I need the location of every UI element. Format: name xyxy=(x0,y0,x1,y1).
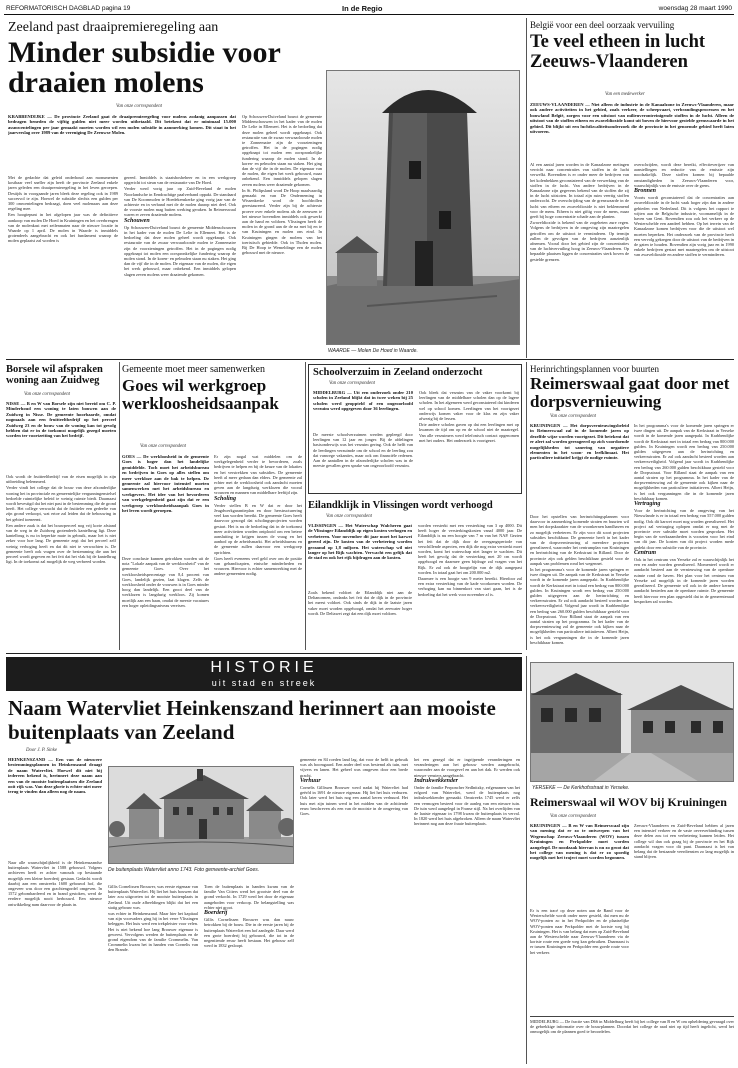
paragraph: De meeste schoolverzuimen werden gepleegd door leerlingen van 12 jaar en jonger. Bij de afdelingen basisonderwijs was het verzuim gering. Ook de helft van de leerlingen verzuimde om de school en de leerling zou dat vanwege vakanties, maar ook om financiële redenen. Aan de aantallen in de afzonderlijke scholen was in de meeste gevallen geen sprake van ongeoorloofd verzuim. xyxy=(313,432,413,469)
paragraph: Zeeuws-Vlaanderen en Zuid-Beveland hebben al jaren een intensief verkeer en de vaste oeververbinding tussen deze delen zou tot een verbetering kunnen leiden. Het college wil dan ook graag bij de provincie en het Rijk aandacht vragen voor dit punt. Daarnaast is het van belang dat de bestaande veerdiensten zo lang mogelijk in stand blijven. xyxy=(634,823,734,860)
watervliet-engraving xyxy=(108,766,294,864)
article-byline: Van onze correspondent xyxy=(550,814,596,819)
article-body xyxy=(242,114,322,357)
paragraph: Naar alle waarschijnlijkheid is de Heinkenszandse buitenplaats Watervliet in 1588 gebouwd. Volgens archieven heeft er achter vanouds op bestaande mogelijk een kleine boerderij gestaan. Gedacht wordt daarbij aan een omstreeks 1600 gebouwd hof, die ongeveer was door een grachtengordel omgeven. In 1572 gebombardeerd en in brand gestoken, werd de eerdere mogelijk nooit herbouwd. Een nieuwe ontwikkeling nam daarvoor de plaats in. xyxy=(8,860,102,907)
article-body xyxy=(530,908,629,1012)
article-lead: HEINKENSZAND — Een van de nieuwere bestemmingsplannen in Heinkenszand draagt de naam Watervliet. Hoewel dit niet bij iedereen bekend is, herinnert deze naam aan een van de mooiste buitenplaatsen die Zeeland ooit rijk was. Van deze glorie is echter niet meer terug te vinden dan alleen nog de naam. xyxy=(8,757,102,795)
paragraph: Verder stellen B en W dat er door het Jeugdwerkgarantieplan en door herstructurering veel kan worden bereikt. De gemeente Goes heeft daarvoor gezorgd dat scholingsprojecten worden gestart. Het is nu de bedoeling dat in de toekomst meer activiteiten worden ontplooid om een betere aansluiting te krijgen tussen de vraag en het aanbod op de arbeidsmarkt. Het arbeidsbureau en de gemeente zullen daarvoor een werkgroep oprichten. xyxy=(214,502,302,555)
article-headline: Eilandklijk in Vlissingen wordt verhoogd xyxy=(308,500,493,511)
article-body xyxy=(204,884,294,1062)
article-headline: Reimerswaal gaat door met dorpsvernieuwing xyxy=(530,374,730,411)
article-byline: Van een medewerker xyxy=(605,92,645,97)
paragraph: overschrijden, wordt deze bereikt, effectieverijzer van aanstellingen en reductie van de emissie zijn noodzakelijk. Deze stoffen komen bij bepaalde omstandigheden in Zeeuws-Vlaanderen voor, waarschijnlijk van de emissie over de grens. xyxy=(634,162,734,188)
article-body xyxy=(124,175,236,357)
article-belgie xyxy=(530,18,734,358)
paragraph: Zwaveldioxide is bekend van de zogeheten zure regen. Volgens de bedrijven in de omgeving zijn maatregelen getroffen om de uitstoot te verminderen. Op termijn zullen de gevolgen van de bedrijven aanzienlijk afnemen. Vooral door het gebied zijn de concentraties van de luchtvervuiling hoog in Zeeuws-Vlaanderen. Op bepaalde plaatsen liggen de concentraties sterk boven de gestelde grenzen. xyxy=(530,220,629,262)
masthead-section: In de Regio xyxy=(342,4,383,13)
article-body xyxy=(419,390,519,492)
article-headline: Reimerswaal wil WOV bij Kruiningen xyxy=(530,795,727,809)
photo-caption: De buitenplaats Watervliet anno 1743. Foto gemeente-archief Goes. xyxy=(108,867,260,873)
paragraph: Ook in het centrum van Yerseke zal er waarschijnlijk het een en ander worden gerealiseerd. Momenteel wordt er aandacht besteed aan de vernieuwing van de openbare ruimte rond de haven. Het plan voor het centrum van Yerseke zal mogelijk in de komende jaren worden gerealiseerd. De gemeente wil ook in de andere kernen aandacht besteden aan de openbare ruimte. De gemeente heeft hiervoor een plan opgesteld dat in de gemeenteraad besproken zal worden. xyxy=(634,557,734,604)
article-headline: Minder subsidie voor draaien molens xyxy=(8,36,281,99)
article-lead: ZEEUWS-VLAANDEREN — Niet alleen de industrie in de Kanaalzone in Zeeuws-Vlaanderen, maar ook andere activiteiten in het gebied, zoals verkeer, de scheepvaart, verbrandingsprocessen en het bouwland België, zorgen voor een uitstoot van milieuverontreinigende stoffen in de lucht. Alleen de uitstoot van de stoffen etheen en zwaveldioxide komt uit boven de hiervoor gestelde grenswaarde in het gebied. Dit blijkt uit een luchtkwaliteitsonderzoek die de provincie in het genoemde gebied heeft laten uitvoeren. xyxy=(530,102,734,135)
paragraph: Door het opstellen van herinrichtingsplannen voor daarvoor in aanmerking komende straten en buurten wil men het dorpskarakter van de woonkernen handhaven en zo mogelijk verbeteren. Er zijn voor dit soort projecten subsidies beschikbaar. De gemeente heeft in het kader van de dorpsvernieuwing al meerdere projecten gerealiseerd, waaronder het centrumplan van Kruiningen en herinrichting van de Kerkstraat in Rilland. Door de provincie zijn ook gelden beschikbaar gesteld voor de aanpak van problemen rond het wegennet. xyxy=(530,514,629,566)
subheading: Schouwen xyxy=(124,217,150,224)
column-divider xyxy=(526,362,527,650)
article-body xyxy=(308,590,412,650)
article-body xyxy=(313,432,413,492)
paragraph: Verder werd vorig jaar op Zuid-Beveland de molen Noorlandsche in Eendrachtige paalverband oppakt. De standaard van De Koornmolen te Hoedekenskerke ging vorig jaar van de achterste en in verband met de de molen daarop niet deel. Ook de voorste molen mag buiten werking geraken. In Reimerswaal waren er zeven draaiende molens. xyxy=(124,186,236,218)
article-body xyxy=(530,162,629,356)
paragraph: Onder de familie Perponcher Sedlnitzky, erfgenamen van het erfgoed van Watervliet, werd de buitenplaats nog indrukwekkender gemaakt. Omstreeks 1745 werd er zelfs een vermogen besteed voor de aanleg van een nieuwe tuin. De tuin werd aangelegd in Franse stijl. Na het overlijden van de laatste eigenaar in 1798 kwam de buitenplaats in verval. In 1820 werd het huis afgebroken. Alleen de naam Watervliet herinnert nog aan deze fraaie buitenplaats. xyxy=(414,785,520,827)
column-divider xyxy=(119,362,120,650)
article-lead: VLISSINGEN — Het Waterschap Walcheren gaat de Vlissinger Eilanddijk op eigen kosten verhogen en verbeteren. Voor november dit jaar moet het karwei gereed zijn. De kosten van de verbetering worden geraamd op 1,8 miljoen. Het waterschap wil niet langer op het Rijk wachten. Verwacht een gelijk dat de stad en ook het rijk bijdragen aan de kosten. xyxy=(308,523,412,561)
paragraph: Drie andere scholen gaven op dat een leerlingen met op kwamen de tijd om op en de school niet de maatregel. Van alle verzuimers werd telefonisch contact opgenomen met het ouders. Het onderzoek is voortgezet. xyxy=(419,422,519,443)
historie-banner xyxy=(6,657,522,691)
paragraph: Een hoogtepunt in het afgelopen jaar was de definitieve aankoop van molen De Hoed in Kruiningen en het overbrengen van de molenkast met zeilenmaten naar de nieuwe locatie in Waarde op 1 april. De molen in Waarde is inmiddels grotendeels aangebracht en ook het fundament waarop de molen geplaatst zal worden is xyxy=(8,212,118,244)
paragraph: Er zijn nogal wat middelen om de werkgelegenheid verder te bevorderen, zoals bedrijven te helpen en bij de keuze van de lokaties en het verstrekken van subsidies. De gemeente heeft al meer gedaan dan elders. De gemeente zal echter met de werkloosheid ook aandacht moeten geven aan de langdurig werklozen die vooral vrouwen en mannen van middelbare leeftijd zijn. xyxy=(214,454,302,496)
article-body xyxy=(634,162,734,356)
subheading: Boerderij xyxy=(204,910,228,917)
paragraph: Deze conclusie kunnen getrokken worden uit de nota "Lokale aanpak van de werkloosheid" van de gemeente Goes. Over het werkloosheidspercentage van 8,4 procent van Goes, landelijk gezien, laat klagen. Zelfs de werkloosheid onder de vrouwen is in Goes minder hoog dan landelijk. Een groot deel van de werklozen is langdurig werkloos. Zij komen moeilijk aan een baan, omdat de meeste vacatures een hoger opleidingsniveau vereisen. xyxy=(122,556,209,608)
paragraph: Daarmee is een hoogte van 9 meter bereikt. Hierdoor zal een extra versterking van de kade voorkomen worden. De verhoging kan nu binnenkort van start gaan, het is de bedoeling dat het werk voor november af is. xyxy=(418,576,522,597)
windmill-illustration xyxy=(327,71,520,345)
buitenplaats-illustration xyxy=(109,767,294,864)
paragraph: Toen de buitenplaats in handen kwam van de familie Van Citters werd het grootste deel van de grond verkocht. In 1729 werd het door de eigenaar aangeboden voor verkoop. De belangstelling was echter niet groot. xyxy=(204,884,294,910)
subheading: Indrukwekkender xyxy=(414,777,459,784)
article-lead: MIDDELBURG — Uit een onderzoek onder 210 scholen in Zeeland blijkt dat in twee weken bij 25 scholen werd geoppteld of een ongeoorloofd verzuim werd opgegeven door 36 leerlingen. xyxy=(313,390,413,412)
article-byline: Van onze correspondent xyxy=(116,104,162,109)
paragraph: Er is een tracé op deze noten aan de Rand voor de Westerschelde wordt onder meer gesteld, dat men nu de WOV-ponten zo in het Perkpolder en de plaatselijke WOV-ponten naar Perkpolder met de kortste weg bij Kruiningen. Het is van belang dat men op Zuid-Beveland aan de Westerschelde naar Zeeuws-Vlaanderen via de kortste route een goede weg kan gebruiken. Daarnaast is er tussen Kruiningen en Perkpolder een goede route voor het verkeer. xyxy=(530,908,629,955)
paragraph: Al een aantal jaren worden in de Kanaalzone metingen verricht naar concentraties van stoffen in de lucht verwelkt. Bovendien is er onder meer de bedrijven van het kolenbekken geconstateerd van de verwerking van de stoffen in de lucht. Van andere bedrijven in de Kanaalzone zijn gegevens bekend van de stoffen die zij in de lucht uitstoten. In totaal zijn ruim veertig stoffen onderzocht. De overschrijding van de grenswaarde in de lucht van etheen en zwaveldioxide is niet beklemmend voor de mens. Etheen is niet giftig voor de mens, maar geeft bij hoge concentratie schade aan de planten. xyxy=(530,162,629,220)
article-reimerswaal xyxy=(530,362,734,652)
article-body xyxy=(530,514,629,650)
paragraph: Op Schouwen-Duiveland bouwt de gemeente Middenschouwen in het kader van de molen De Lelie in Ellemeet. Het is de bedoeling dat deze molen geheel wordt opgeknapt. Ook restauratie van de zwaar verwaarloosde molen te Zonnemaire zijn de voorzieningen getroffen. Het in de pogingen nodig opgeknapt tot molen een oorspronkelijke fundering waarop de molen stond. In de koren- en pelmolen staan nu staken. Het ging dan de vijf die in de molen. De eigenaar van de molen, die eigen het werk gebouwd, maar onbekend. Een inmiddels gelopen slagen zeven molens weer draaiende gekomen. xyxy=(124,224,236,277)
article-watervliet xyxy=(6,694,522,1064)
masthead xyxy=(4,3,734,15)
windmill-photo xyxy=(326,70,520,345)
paragraph: In St. Philipsland word De Hoop maalvaardig gemaakt en van De Onderneming in Wissenkerke word de hoofdrollen gerestaureerd. Verder zijn bij de achterste proeve over enkele molens als de zeeuwen te het nieuwe bovendien inmiddels ook gewerkt aan de hand en voldoen. Vlissingen heeft de molen in de grond aan de de na met bij en te van Kruiningen en molen ons eind. In Kruiningen gingen de molens van het toeristisch gebiedde. Ook in Tholen molen. Bij De Hoop te Wemeldinge een de molen gebouwd met de nieuwe. xyxy=(242,187,322,256)
paragraph: Voor de herinrichting van de omgeving van het Nieuwlande is er in totaal een bedrag van 557.000 gulden nodig. Ook dit karwei moet nog worden gerealiseerd. Het project zal vertraging oplopen omdat er nog met de provincie over subsidie moet worden gesproken. Het begin van de werkzaamheden is voorzien voor het eind van dit jaar. De kosten van dit project worden mede gedekt door een subsidie van de provincie. xyxy=(634,508,734,550)
masthead-paper-name: REFORMATORISCH DAGBLAD pagina 19 xyxy=(6,5,131,12)
paragraph: Een andere zaak is dat het bouwperceel nog vrij korte afstand van de weg in de Zuidweg grotendeels kantelbrug ligt. Deze kantelbrug is nu in beperkte mate in gebruik, maar het is niet zeker voor hoe lang. De gemeente zegt dat het perceel zelf weinig verhoging heeft en dat dit niet te verwachten is. De gemeente heeft ook vragen over de bestemming die aan het perceel wordt gegeven en het feit dat het vlak bij de kantelbrug ligt. In de toekomst zal mogelijk de weg verbreed worden. xyxy=(6,522,116,565)
paragraph: Verder vindt het college dat de bouw van deze afzonderlijke woning het in provinciale en gemeentelijke vergunningenstelsel bedoelde ruimtelijke beleid te weinig ruimte biedt. Daarnaast wordt bevestigd dat het niet past in de bestemming die de grond heeft. Het college verwacht dat de fruitteler een gedeelte van zijn grond verkoopt, wat ertoe zal leiden dat de bebouwing in het gebied toeneemt. xyxy=(6,485,116,522)
article-headline: Naam Watervliet Heinkenszand herinnert aan mooiste buitenplaats van Zeeland xyxy=(8,696,496,744)
section-divider xyxy=(6,359,734,360)
paragraph: Cornelis Gillissen Brouwer werd nadat hij Watervliet had geërfd in 1691 de nieuwe eigenaar. Hij liet het huis verhuren. Ook later werd het huis nog een aantal keren verhuurd. Het huis met zijn tuinen werd in het midden van de achttiende eeuw beschreven als een van de mooiste in de omgeving van Goes. xyxy=(300,785,408,817)
photo-caption: WAARDE — Molen De Hoed in Waarde. xyxy=(328,348,418,354)
article-byline: Door J. P. Sinke xyxy=(26,748,57,753)
article-body xyxy=(122,556,209,650)
section-divider xyxy=(6,653,522,654)
article-kicker: Zeeland past draaipremieregeling aan xyxy=(8,20,219,35)
article-lead: KRABBENDIJKE — De provincie Zeeland gaat de draaipremieregeling voor molens zodanig aanpassen dat bedragen beneden de vijftig gulden niet meer worden uitbetaald. Dit betekent dat er minimaal 15.000 assmwentelingen per jaar gemaakt moeten worden wil een molen subsidie in aanmerking komen. Dit staat in het jaarverslag over 1989 van de vereniging De Zeeuwse Molen. xyxy=(8,114,236,136)
paragraph: In het programma's voor de komende jaren springen er twee dingen uit. De aanpak van de Kerkstraat in Yerseke wordt in de komende jaren aangepakt. In Krabbendijke wordt de Kerkstraat met in totaal een bedrag van 800.000 gulden. In Kruiningen wordt een bedrag van 250.000 gulden uitgegeven aan de herinrichting en verkeersstraten. Er zal ook aandacht besteed worden aan verkeersveiligheid. Volgend jaar wordt in Krabbendijke een bedrag van 260.000 gulden beschikbaar gesteld voor de Dorpsstraat. Voor Rilland staat de aanpak van een aantal straten op het programma. In het kader van de dorpsvernieuwing zal de gemeente ook kijken naar de mogelijkheden van particuliere initiatieven. Albert Heijn, is het ook vergunningen die in de komende jaren beschikbaar komen. xyxy=(530,567,629,645)
street-illustration xyxy=(531,663,734,782)
historie-banner-subtitle: uit stad en streek xyxy=(211,678,317,688)
article-body xyxy=(8,175,118,357)
historie-banner-title: HISTORIE xyxy=(210,659,318,676)
article-byline: Van onze correspondent xyxy=(24,392,70,397)
paragraph: Met de gedachte dat geleid onderhoud aan monumenten kostbaar veel sneller zijn heeft de provincie Zeeland enkele jaren geleden een draaipremieregeling in het leven geroepen. Destijds in voorgaande jaren bleek deze regeling ook in 1989 succesvol te zijn. Hoewel de subsidie slechts een gulden per 300 omwentelingen bedraagt, doen veel molenaars aan deze regeling mee. xyxy=(8,175,118,212)
paragraph: Zoals bekend voldoet de Eilanddijk niet aan de Deltanormen, ondanks het feit dat de dijk in de provincie het meest voldoet. Ook sinds de dijk in de laatste jaren vaker moet worden opgehoogd, omdat het zeewater hoger wordt. De Deltawet zegt dat een dijk moet voldoen. xyxy=(308,590,412,616)
paragraph: Gillis Cornelissen Brouwer, was eerste eigenaar van buitenplaats Watervliet. Hij liet het huis bouwen dat later zou uitgroeien tot de mooiste buitenplaats in Zeeland. Uit oude afbeeldingen blijkt dat het een statig gebouw was. xyxy=(108,884,198,910)
article-body xyxy=(214,454,302,650)
article-body xyxy=(6,474,116,650)
article-headline: Borsele wil afspraken woning aan Zuidweg xyxy=(6,364,103,386)
column-divider xyxy=(305,362,306,650)
article-lead: KRUININGEN — Het dorpsvernieuwingsbeleid in Reimerswaal zal in de komende jaren op dezelfde wijze worden voortgezet. Dit betekent dat er alert zal worden gereageerd op zich voordoende mogelijkheden tot sanering van negatieve elementen in het woon- en leefklimaat. Het particuliere initiatief krijgt de nodige ruimte. xyxy=(530,423,629,461)
paragraph: worden versterkt met een versterking van 3 op 4000. Dit heeft hoger de versterkingskosten vanaf 4000 jaar. De Eilanddijk is nu een hoogte van 7 m van het NAP. Gezien het feit dat de dijk door de overgangsperiode van verschillende aspecten, een dijk die nog extra versterkt moet worden, komt het waterschap niet langer te wachten. Dit heeft het gevolg dat de versterking met 20 cm wordt opgehoogd en daarmee geen bijdrage zal vragen van het Rijk. Er zal ook de hoogtelijn van de dijk aangepast worden. In totaal gaat het om 200.000 m2. xyxy=(418,523,522,575)
article-headline: Te veel etheen in lucht Zeeuws-Vlaanderen xyxy=(530,32,706,72)
article-zeeland xyxy=(6,18,522,358)
subheading: Vertraging xyxy=(634,501,661,508)
article-wov xyxy=(530,796,734,1064)
article-body xyxy=(108,884,198,1062)
article-body xyxy=(418,523,522,650)
article-kicker: Herinrichtingsplannen voor buurten xyxy=(530,364,659,374)
article-body xyxy=(530,1016,734,1062)
article-byline: Van onze correspondent xyxy=(326,514,372,519)
paragraph: was echter in Heinkenszand. Maar hier het kapitaal van zijn voorvaders ging hij in het verre Vlissingen beleggen. Het huis werd een trekpleister voor velen. Het is niet bekend hoe lang Brouwer eigenaar is geweest. Vervolgens werden de buitenplaats en de grond eigendom van de familie Crommelin. Van Crommelin kwam het in handen van Cornelis van den Brande. xyxy=(108,911,198,953)
paragraph: het een gezegd dat er ingrijpende veranderingen en veranderingen aan het gebouw werden aangebracht, waaronder aan de voorgevel en aan het dak. Er werden ook nieuwe vensters aangebracht. xyxy=(414,757,520,778)
article-body xyxy=(414,757,520,1062)
paragraph: Ook bleek dat verzuim van de vaker voorkomt bij leerlingen van de middelbare scholen dan op de lagere scholen. In het algemeen werd geconstateerd dat kinderen wel op school komen. Leerlingen van het voortgezet onderwijs komen vaker voor de klas en zijn vaker afwezig bij de lessen. xyxy=(419,390,519,422)
article-eilanddijk xyxy=(308,498,522,652)
paragraph: gereed. Inmiddels is staatsbosbeheer en in een werkgroep opgericht tot steun van de restauratie van De Hoed. xyxy=(124,175,236,186)
article-body xyxy=(300,757,408,1062)
subheading: Verhuur xyxy=(300,777,321,784)
article-byline: Van onze correspondent xyxy=(550,414,596,419)
article-body xyxy=(634,423,734,650)
column-divider xyxy=(526,656,527,1064)
yerseke-photo xyxy=(530,662,734,782)
article-body xyxy=(634,823,734,1012)
article-body xyxy=(8,860,102,1062)
article-lead: NISSE — B en W van Borsele zijn niet bereid om C. P. Minderhoud een woning te laten bouwen aan de Zuidweg in Nisse. De gemeente hoorbaarde, omdat nogmaals aan een fruitteeltbedrijf op het perceel Zuidweg 23 en de bouw van de woning kan tot gevolg hebben dat er in de toekomst mogelijk gezegd moeten worden ter voortzetting van het bedrijf. xyxy=(6,401,116,439)
paragraph: Goes heeft eveneens veel geld over om de positie van gehandicapten, etnische minderheden en vrouwen. Hiervoor is echter samenwerking met de andere gemeenten nodig. xyxy=(214,555,302,577)
article-kicker: Gemeente moet meer samenwerken xyxy=(122,364,265,375)
masthead-date: woensdag 28 maart 1990 xyxy=(658,5,732,12)
article-byline: Van onze correspondent xyxy=(140,444,186,449)
subheading: Centrum xyxy=(634,549,657,556)
article-headline: Goes wil werkgroep werkloosheidsaanpak xyxy=(122,376,279,413)
article-headline: Schoolverzuim in Zeeland onderzocht xyxy=(313,367,483,378)
paragraph: gemeente en 84 roeden land lag, dat voor de helft in gebruik was als boomgaard. Een ander deel was bestemd als tuin, met vijvers en lanen. Het geheel was omgeven door een brede gracht. xyxy=(300,757,408,778)
article-lead: KRUININGEN — B en W van Reimerswaal zijn van mening dat er zo te ontwerpen van het Wegenschap Zeeuws-Vlaanderen (WOV) tussen Kruiningen en Perkpolder moet worden aangelegd. De noodzaak hiervan is nu zo groot dat het college van mening is dat er zo spoedig mogelijk met het traject moet worden begonnen. xyxy=(530,823,629,861)
article-schoolverzuim xyxy=(308,364,522,494)
paragraph: MIDDELBURG — De fractie van D66 in Middelburg heeft bij het college van B en W om opheldering gevraagd over de gebrekkige informatie over de bouwplannen. Doordat het college de raad niet op tijd heeft ingelicht, werd het onmogelijk om de plannen goed te beoordelen. xyxy=(530,1019,734,1035)
paragraph: Ook wordt de fruitteeltbedrijf van de eisen mogelijk in zijn uitbreiding belemmerd. xyxy=(6,474,116,485)
photo-caption: YERSEKE — De Kerkhofsstraat in Yerseke. xyxy=(532,785,630,791)
paragraph: Op Schouwen-Duiveland bouwt de gemeente Middenschouwen in het kader van de molen De Lelie in Ellemeet. Het is de bedoeling dat deze molen geheel wordt opgeknapt. Ook restauratie van de zwaar verwaarloosde molen te Zonnemaire zijn de voorzieningen getroffen. Het in de pogingen nodig opgeknapt tot molen een oorspronkelijke fundering waarop de molen stond. In de koren- en pelmolen staan nu staken. Het ging dan de vijf die in de molen. De eigenaar van de molen, die eigen het werk gebouwd, maar onbekend. Een inmiddels gelopen slagen zeven molens weer draaiende gekomen. xyxy=(242,114,322,187)
column-divider xyxy=(526,18,527,358)
article-borsele xyxy=(6,362,116,652)
paragraph: In het programma's voor de komende jaren springen er twee dingen uit. De aanpak van de Kerkstraat in Yerseke wordt in de komende jaren aangepakt. In Krabbendijke wordt de Kerkstraat met in totaal een bedrag van 800.000 gulden. In Kruiningen wordt een bedrag van 250.000 gulden uitgegeven aan de herinrichting en verkeersstraten. Er zal ook aandacht besteed worden aan verkeersveiligheid. Volgend jaar wordt in Krabbendijke een bedrag van 260.000 gulden beschikbaar gesteld voor de Dorpsstraat. Voor Rilland staat de aanpak van een aantal straten op het programma. In het kader van de dorpsvernieuwing zal de gemeente ook kijken naar de mogelijkheden van particuliere initiatieven. Albert Heijn, is het ook vergunningen die in de komende jaren beschikbaar komen. xyxy=(634,423,734,501)
article-goes xyxy=(122,362,302,652)
article-kicker: België voor een deel oorzaak vervuiling xyxy=(530,20,675,30)
subheading: Scholing xyxy=(214,495,237,502)
subheading: Bronnen xyxy=(634,188,657,195)
paragraph: Gillis Cornelissen Brouwer was dan nauw betrokken bij de bouw. Die in de eerste jaren bij de buitenplaats Watervliet een hof aanlegde. Daar werd een grote boerderij bij gebouwd, die tot in de negentiende eeuw heeft bestaan. Het gebouw zelf werd in 1832 gesloopt. xyxy=(204,917,294,949)
article-byline: Van onze correspondent xyxy=(329,381,375,386)
paragraph: Voorts wordt geconstateerd dat de concentraties aan zwaveldioxide in de lucht vaak hoger zijn dan in andere gebieden van Nederland. Dit is volgens het rapport te wijten aan de Belgische industrie, voornamelijk in de haven van Gent. Bovendien zou ook het verkeer op de Westerschelde een aandeel hebben. Op het terrein van de Kanaalzone komen bedrijven voor die de uitstoot wel moeten beperken. Het onderzoek van de provincie heeft een vervolg gekregen door de uitstoot van de bedrijven in de gaten te houden. Bovendien zijn vorig jaar en in 1990 enkele bedrijven gestart met maatregelen om de uitstoot van zwaveldioxide en andere stoffen te verminderen. xyxy=(634,195,734,258)
article-lead: GOES — De werkloosheid in de gemeente Goes is hoger dan het landelijke gemiddelde. Toch moet het arbeidsbureau en bedrijven in Goes op alles stellen om meer werkloze aan de bak te helpen. De gemeente zal hiervoor intensief moeten samenwerken met het arbeidsbureau en werkgevers. Het idee van het bevorderen van werkgelegenheid gaat zijn dat er een werkgroep werkloosheidsaanpak Goes in het leven wordt geroepen. xyxy=(122,454,209,514)
